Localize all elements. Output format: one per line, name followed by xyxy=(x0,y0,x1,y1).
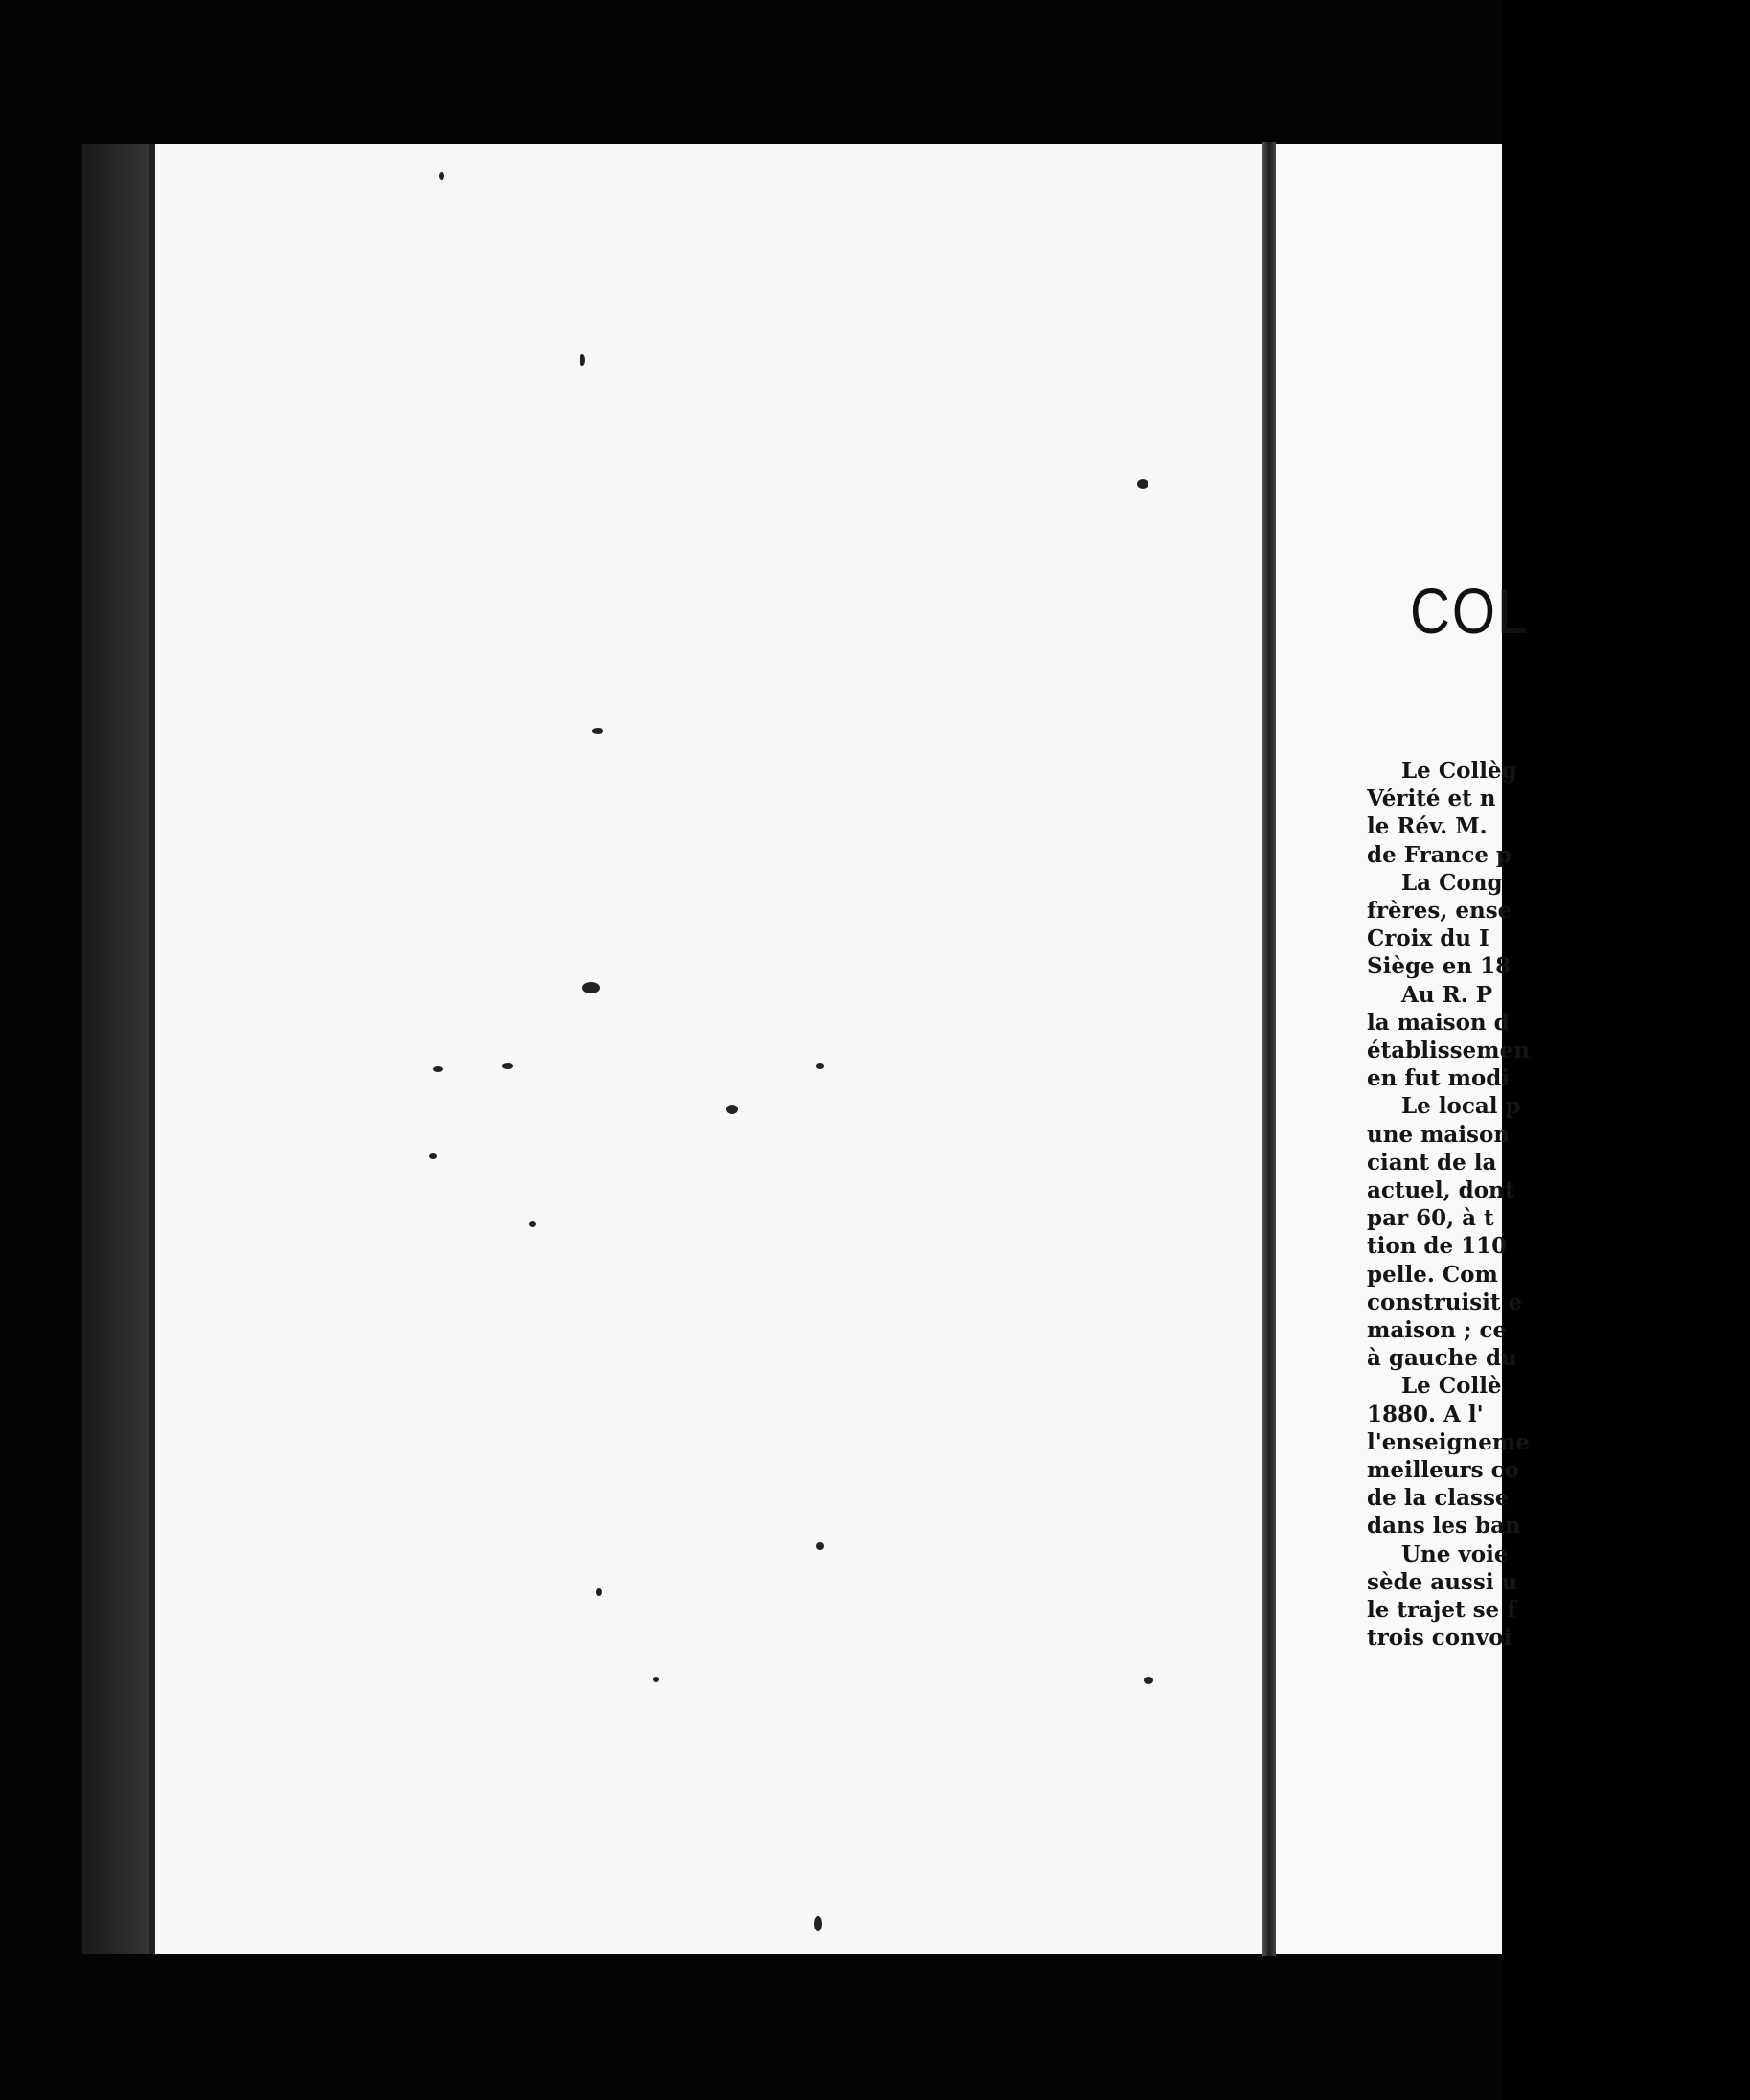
page-gutter xyxy=(1262,142,1276,1956)
text-line: Une voie xyxy=(1401,1541,1509,1567)
text-line: en fut modi xyxy=(1367,1065,1511,1092)
ink-speck xyxy=(1144,1677,1153,1684)
ink-speck xyxy=(582,982,600,993)
ink-speck xyxy=(1137,479,1148,489)
text-line: le trajet se f xyxy=(1367,1597,1517,1624)
book-binding xyxy=(82,144,159,1954)
text-line: le Rév. M. xyxy=(1367,813,1488,840)
text-line: de la classe xyxy=(1367,1485,1510,1512)
text-line: construisit e xyxy=(1367,1289,1523,1315)
text-line: dans les ban xyxy=(1367,1513,1521,1540)
ink-speck xyxy=(433,1066,443,1072)
ink-speck xyxy=(580,354,585,366)
ink-speck xyxy=(816,1542,824,1550)
text-line: par 60, à t xyxy=(1367,1205,1494,1232)
text-line: tion de 110 xyxy=(1367,1233,1508,1260)
text-line: à gauche du xyxy=(1367,1345,1517,1372)
ink-speck xyxy=(529,1221,536,1227)
text-line: l'enseigneme xyxy=(1367,1428,1530,1455)
text-line: pelle. Com xyxy=(1367,1261,1498,1288)
ink-speck xyxy=(439,172,444,180)
text-line: frères, ense xyxy=(1367,898,1512,924)
body-text xyxy=(1367,757,1750,1653)
ink-speck xyxy=(429,1153,437,1159)
page-title: COL xyxy=(1410,576,1531,648)
text-line: de France p xyxy=(1367,841,1512,868)
text-line: meilleurs co xyxy=(1367,1457,1519,1484)
text-line: Au R. P xyxy=(1401,981,1492,1008)
ink-speck xyxy=(596,1588,602,1596)
ink-speck xyxy=(726,1105,738,1114)
text-line: maison ; ce xyxy=(1367,1317,1508,1344)
ink-speck xyxy=(653,1677,659,1682)
left-page-blank xyxy=(149,144,1272,1954)
text-line: actuel, dont xyxy=(1367,1177,1515,1204)
text-line: établissemen xyxy=(1367,1038,1530,1064)
text-line: Le Collè xyxy=(1401,1373,1502,1400)
text-line: Vérité et n xyxy=(1367,786,1496,812)
text-line: Le Collèg xyxy=(1401,758,1517,784)
text-line: sède aussi u xyxy=(1367,1568,1518,1595)
text-line: La Cong xyxy=(1401,869,1503,896)
text-line: Le local p xyxy=(1401,1093,1521,1120)
ink-speck xyxy=(592,728,603,734)
text-line: 1880. A l' xyxy=(1367,1401,1484,1427)
text-line: Croix du I xyxy=(1367,925,1489,952)
text-line: la maison d xyxy=(1367,1009,1510,1036)
ink-speck xyxy=(502,1063,513,1069)
ink-speck xyxy=(816,1063,824,1069)
text-line: une maison xyxy=(1367,1121,1511,1148)
ink-speck xyxy=(814,1916,822,1931)
text-line: trois convoi xyxy=(1367,1625,1512,1652)
text-line: Siège en 18 xyxy=(1367,953,1511,980)
text-line: ciant de la xyxy=(1367,1149,1497,1176)
right-page-cropped xyxy=(1276,144,1531,1954)
